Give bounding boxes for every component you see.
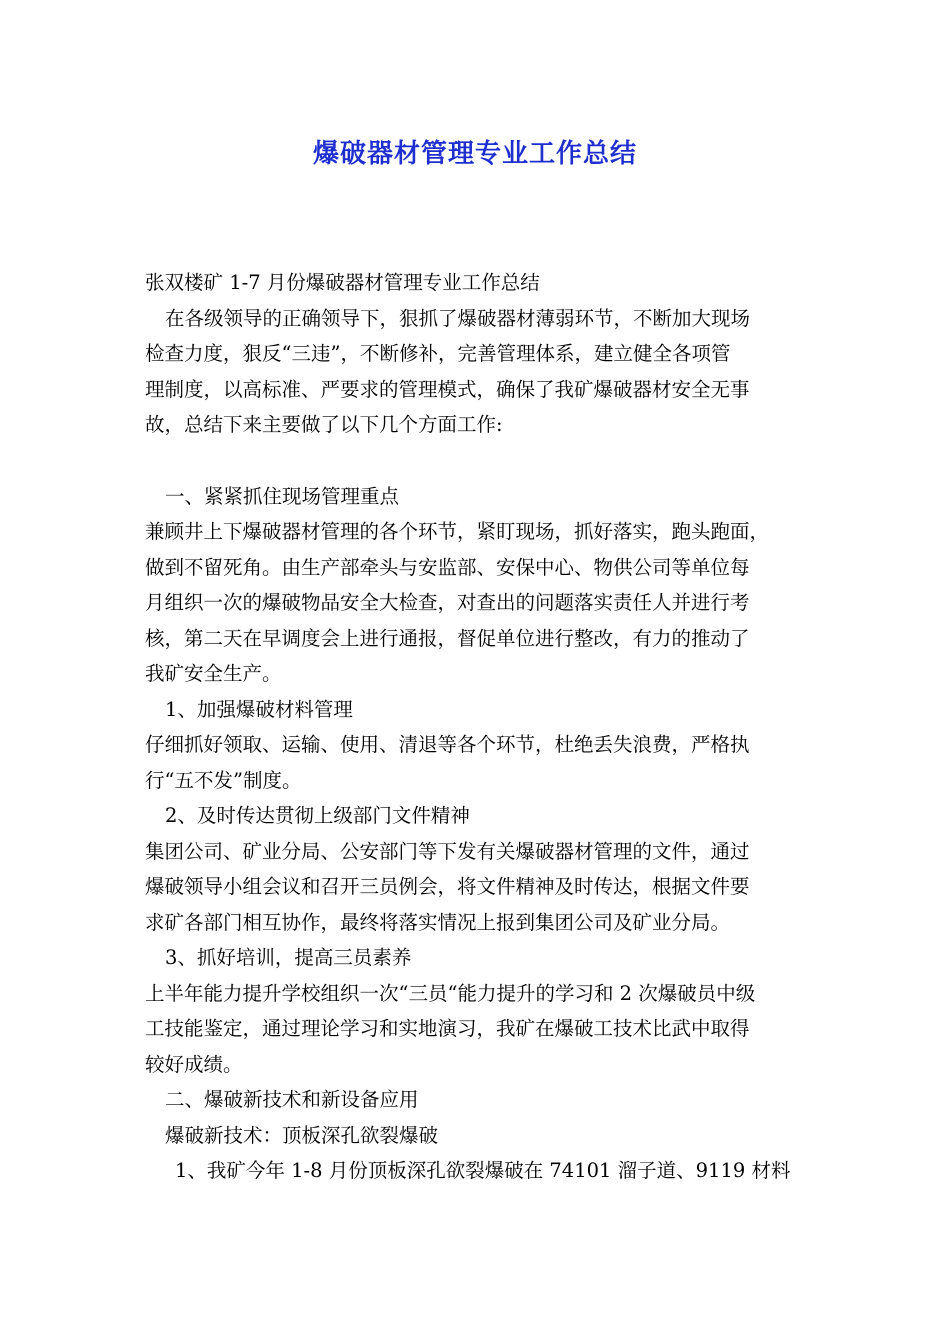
paragraph-line: 仔细抓好领取、运输、使用、清退等各个环节，杜绝丢失浪费，严格执 bbox=[145, 733, 750, 756]
subtitle-line: 张双楼矿 1-7 月份爆破器材管理专业工作总结 bbox=[145, 271, 540, 294]
paragraph-line: 工技能鉴定，通过理论学习和实地演习，我矿在爆破工技术比武中取得 bbox=[145, 1017, 750, 1040]
paragraph-line: 月组织一次的爆破物品安全大检查，对查出的问题落实责任人并进行考 bbox=[145, 591, 750, 614]
paragraph-line: 集团公司、矿业分局、公安部门等下发有关爆破器材管理的文件，通过 bbox=[145, 839, 750, 863]
document-body bbox=[145, 265, 795, 1189]
paragraph-line: 理制度，以高标准、严要求的管理模式，确保了我矿爆破器材安全无事 bbox=[145, 377, 750, 401]
paragraph-line: 在各级领导的正确领导下，狠抓了爆破器材薄弱环节，不断加大现场 bbox=[165, 306, 751, 330]
paragraph-line: 较好成绩。 bbox=[145, 1052, 243, 1076]
paragraph-line: 核，第二天在早调度会上进行通报，督促单位进行整改，有力的推动了 bbox=[145, 626, 750, 650]
subsection-heading: 2、及时传达贯彻上级部门文件精神 bbox=[165, 804, 470, 827]
document-title: 爆破器材管理专业工作总结 bbox=[312, 139, 637, 169]
paragraph-line: 做到不留死角。由生产部牵头与安监部、安保中心、物供公司等单位每 bbox=[145, 555, 750, 579]
blank-line bbox=[145, 443, 795, 479]
subsection-heading: 3、抓好培训，提高三员素养 bbox=[165, 946, 412, 969]
paragraph-line: 1、我矿今年 1-8 月份顶板深孔欲裂爆破在 74101 溜子道、9119 材料 bbox=[175, 1159, 791, 1182]
subsection-heading: 1、加强爆破材料管理 bbox=[165, 697, 353, 721]
paragraph-line: 兼顾井上下爆破器材管理的各个环节，紧盯现场，抓好落实，跑头跑面， bbox=[145, 520, 770, 543]
paragraph-line: 上半年能力提升学校组织一次“三员“能力提升的学习和 2 次爆破员中级 bbox=[145, 981, 756, 1005]
section-heading: 一、紧紧抓住现场管理重点 bbox=[165, 484, 400, 508]
section-heading: 二、爆破新技术和新设备应用 bbox=[165, 1088, 419, 1111]
paragraph-line: 求矿各部门相互协作，最终将落实情况上报到集团公司及矿业分局。 bbox=[145, 910, 731, 934]
paragraph-line: 我矿安全生产。 bbox=[145, 662, 282, 685]
paragraph-line: 故，总结下来主要做了以下几个方面工作: bbox=[145, 413, 503, 436]
subsection-heading: 爆破新技术：顶板深孔欲裂爆破 bbox=[165, 1123, 439, 1147]
paragraph-line: 检查力度，狠反“三违”，不断修补，完善管理体系，建立健全各项管 bbox=[145, 342, 731, 365]
paragraph-line: 爆破领导小组会议和召开三员例会，将文件精神及时传达，根据文件要 bbox=[145, 875, 750, 898]
paragraph-line: 行“五不发”制度。 bbox=[145, 768, 302, 792]
